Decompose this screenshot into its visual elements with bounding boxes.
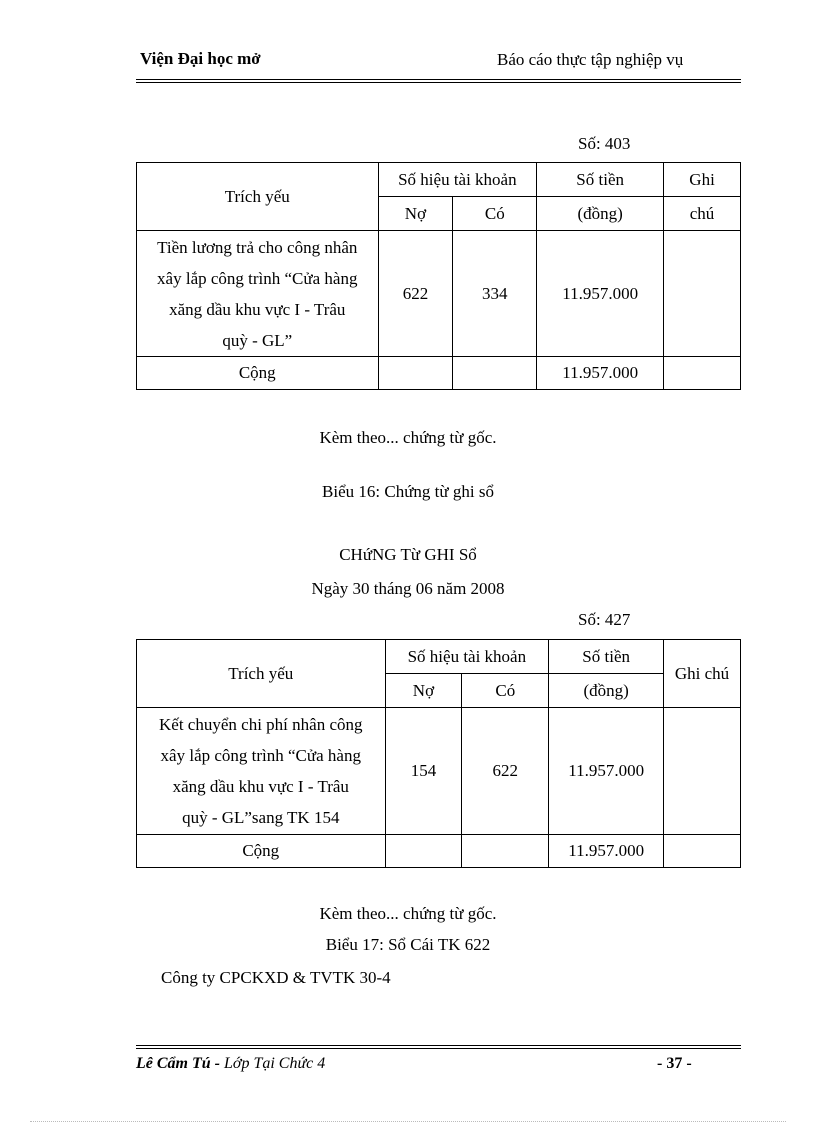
header-debit: Nợ <box>385 674 462 708</box>
footer-author <box>136 1055 325 1073</box>
total-row <box>137 357 741 390</box>
total-amount: 11.957.000 <box>549 835 664 868</box>
voucher-title: CHứNG Từ GHI Sổ <box>339 545 477 564</box>
header-account: Số hiệu tài khoản <box>378 163 537 197</box>
voucher-table <box>136 639 741 868</box>
voucher-number: Số: 427 <box>578 610 631 629</box>
row-note <box>664 231 741 357</box>
row-description-line: Tiền lương trả cho công nhân <box>157 237 358 257</box>
total-label: Cộng <box>137 357 379 390</box>
attached-note: Kèm theo... chứng từ gốc. <box>319 904 497 923</box>
header-credit: Có <box>462 674 549 708</box>
row-description-line: Kết chuyển chi phí nhân công <box>159 715 363 734</box>
header-summary: Trích yếu <box>137 640 386 708</box>
total-row <box>137 835 741 868</box>
total-label: Cộng <box>137 835 386 868</box>
header-report-title: Báo cáo thực tập nghiệp vụ <box>497 50 684 69</box>
total-amount: 11.957.000 <box>537 357 664 390</box>
header-rule <box>136 79 741 80</box>
table-row <box>137 231 741 357</box>
header-amount: Số tiền <box>549 640 664 674</box>
header-debit: Nợ <box>378 197 453 231</box>
row-description-line: xây lắp công trình “Cửa hàng <box>157 268 358 288</box>
form-caption: Biểu 16: Chứng từ ghi sổ <box>322 482 494 501</box>
row-description-line: xăng dầu khu vực I - Trâu <box>172 777 349 796</box>
row-description <box>137 708 386 835</box>
header-amount-unit: (đồng) <box>537 197 664 231</box>
voucher-date: Ngày 30 tháng 06 năm 2008 <box>311 579 505 598</box>
header-amount: Số tiền <box>537 163 664 197</box>
voucher-table <box>136 162 741 390</box>
header-summary: Trích yếu <box>137 163 379 231</box>
header-note: Ghi chú <box>664 640 741 708</box>
form-caption: Biểu 17: Sổ Cái TK 622 <box>325 935 491 954</box>
header-rule <box>136 82 741 83</box>
footer-rule <box>136 1048 741 1049</box>
header-amount-unit: (đồng) <box>549 674 664 708</box>
header-account: Số hiệu tài khoản <box>385 640 549 674</box>
page-number: - 37 - <box>657 1055 692 1072</box>
row-credit: 334 <box>453 231 537 357</box>
footer-author-name: Lê Cẩm Tú - <box>136 1055 220 1072</box>
row-description-line: xây lắp công trình “Cửa hàng <box>160 746 361 765</box>
row-credit: 622 <box>462 708 549 835</box>
table-row <box>137 708 741 835</box>
row-debit: 154 <box>385 708 462 835</box>
row-description-line: quỳ - GL” <box>222 330 293 350</box>
header-note: Ghi <box>664 163 741 197</box>
header-note-2: chú <box>664 197 741 231</box>
footer-rule <box>136 1045 741 1046</box>
row-amount: 11.957.000 <box>549 708 664 835</box>
row-description <box>137 231 379 357</box>
page-edge-divider <box>30 1121 786 1122</box>
row-debit: 622 <box>378 231 453 357</box>
header-institution: Viện Đại học mở <box>140 49 261 68</box>
company-name: Công ty CPCKXD & TVTK 30-4 <box>161 968 391 987</box>
voucher-number: Số: 403 <box>578 134 631 153</box>
row-description-line: quỳ - GL”sang TK 154 <box>182 808 340 827</box>
row-description-line: xăng dầu khu vực I - Trâu <box>169 299 346 319</box>
attached-note: Kèm theo... chứng từ gốc. <box>319 428 497 447</box>
row-note <box>664 708 741 835</box>
header-credit: Có <box>453 197 537 231</box>
footer-class: Lớp Tại Chức 4 <box>224 1055 326 1072</box>
row-amount: 11.957.000 <box>537 231 664 357</box>
